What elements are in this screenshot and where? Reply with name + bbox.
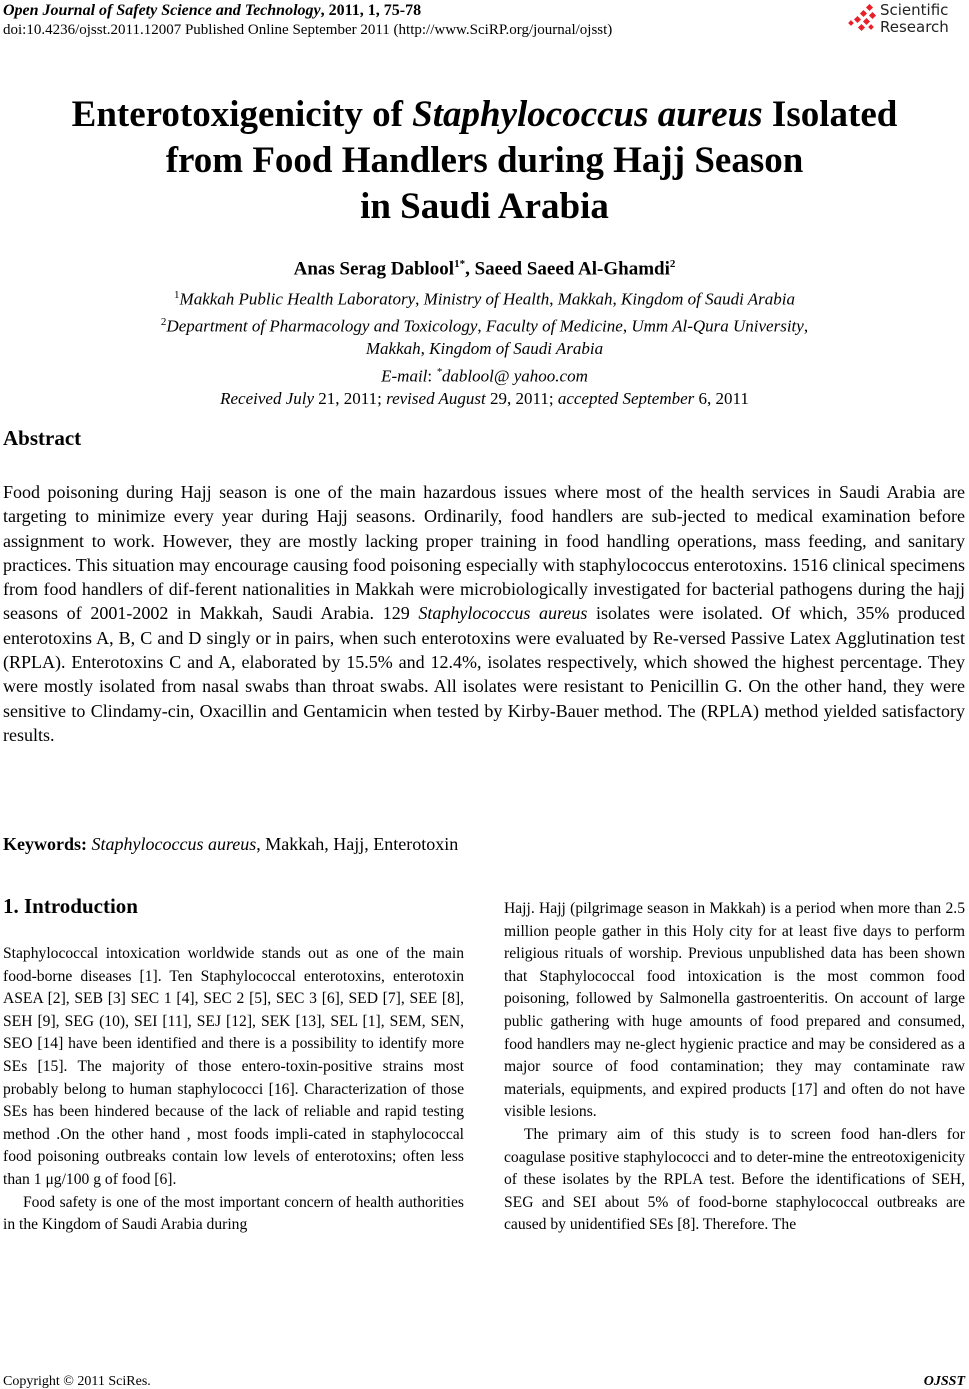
journal-name: Open Journal of Safety Science and Technology bbox=[3, 2, 321, 19]
paper-title: Enterotoxigenicity of Staphylococcus aureus Isolated from Food Handlers during Hajj Season in Saudi Arabia bbox=[71, 94, 898, 227]
journal-abbr: OJSST bbox=[923, 1374, 965, 1389]
logo-text-2: Research bbox=[880, 18, 949, 36]
left-column bbox=[3, 943, 464, 1237]
right-column bbox=[504, 898, 965, 1237]
email: E-mail: *dablool@ yahoo.com bbox=[381, 365, 588, 386]
dates: Received July 21, 2011; revised August 29, 2011; accepted September 6, 2011 bbox=[220, 388, 749, 408]
paragraph: The primary aim of this study is to screen food han-dlers for coagulase positive staphylococci and to deter-mine the entreotoxigenicity of these isolates by the RPLA test. Before the identifications of SEH, SEG and SEI about 5% of food-borne staphylococcal outbreaks are caused by unidentified SEs [8]. Therefore. The bbox=[504, 1125, 965, 1234]
affiliations: $^1$Makkah Public Health Laboratory, Ministry of Health, Makkah, Kingdom of Saudi Arabia $^2$Department of Pharmacology and Toxicology, Faculty of Medicine, Umm Al-Qura University, Makkah, Kingdom of Saudi Arabia E-mail: *dablool@ yahoo.com Received July 21, 2011; revised August 29, 2011; accepted September 6, 2011 bbox=[0, 284, 969, 410]
doi-line: doi:10.4236/ojsst.2011.12007 Published Online September 2011 (http://www.SciRP.org/journal/ojsst) bbox=[3, 22, 613, 38]
authors: Anas Serag Dablool$^{1*}$, Saeed Saeed Al-Ghamdi$^2$ bbox=[293, 258, 676, 280]
abstract-heading: Abstract bbox=[3, 426, 82, 450]
paragraph: Staphylococcal intoxication worldwide stands out as one of the main food-borne diseases [1]. Ten Staphylococcal enterotoxins, enterotoxin ASEA [2], SEB [3] SEC 1 [4], SEC 2 [5], SEC 3 [6], SED [7], SEE [8], SEH [9], SEG (10), SEI [11], SEJ [12], SEK [13], SEL [1], SEM, SEN, SEO [14] have been identified and there is a possibility to identify more SEs [15]. The majority of those entero-toxin-positive strains most probably belong to human staphylococci [16]. Characterization of those SEs has been hindered because of the lack of reliable and rapid testing method .On the other hand , most foods impli-cated in staphylococcal food poisoning outbreaks contain low levels of enterotoxins; often less than 1 μg/100 g of food [6]. bbox=[3, 945, 464, 1188]
citation: , 2011, 1, 75-78 bbox=[320, 2, 422, 19]
journal-header bbox=[3, 2, 421, 20]
abstract-body: Food poisoning during Hajj season is one of the main hazardous issues where most of the health services in Saudi Arabia are targeting to minimize every year during Hajj seasons. Ordinarily, food handlers are sub-jected to medical examination before assignment to work. However, they are mostly lacking proper training in food handling operations, mass feeding, and sanitary practices. This situation may encourage causing food poisoning especially with staphylococcus enterotoxins. 1516 clinical specimens from food handlers of dif-ferent nationalities in Makkah were microbiologically investigated for bacterial pathogens during the hajj seasons of 2001-2002 in Makkah, Saudi Arabia. 129 Staphylococcus aureus isolates were isolated. Of which, 35% produced enterotoxins A, B, C and D singly or in pairs, when such enterotoxins were evaluated by Re-versed Passive Latex Agglutination test (RPLA). Enterotoxins C and A, elaborated by 15.5% and 12.4%, isolates respectively, which showed the highest percentage. They were mostly isolated from nasal swabs than throat swabs. All isolates were resistant to Penicillin G. On the other hand, they were sensitive to Clindamy-cin, Oxacillin and Gentamicin when tested by Kirby-Bauer method. The (RPLA) method yielded satisfactory results. bbox=[3, 482, 966, 745]
logo-diamonds-icon bbox=[848, 4, 878, 34]
paragraph: Food safety is one of the most important concern of health authorities in the Kingdom of Saudi Arabia during bbox=[3, 1193, 464, 1234]
paragraph: Hajj. Hajj (pilgrimage season in Makkah) is a period when more than 2.5 million people gather in this Holy city for at least five days to perform religious rituals of worship. Previous unpublished data has been shown that Staphylococcal food intoxication is the most common food poisoning, followed by Salmonella gastroenteritis. On account of large public gathering with huge amounts of food prepared and consumed, food handlers may ne-glect hygienic practice and may be considered as a major source of food contamination; they may contaminate raw materials, equipments, and expired products [17] and often do not have visible lesions. bbox=[504, 900, 965, 1121]
keywords: Keywords: Staphylococcus aureus, Makkah, Hajj, Enterotoxin bbox=[3, 834, 459, 854]
publisher-logo bbox=[848, 2, 949, 36]
copyright: Copyright © 2011 SciRes. bbox=[3, 1374, 151, 1389]
logo-text-1: Scientific bbox=[880, 1, 949, 19]
intro-heading: 1. Introduction bbox=[3, 894, 138, 918]
